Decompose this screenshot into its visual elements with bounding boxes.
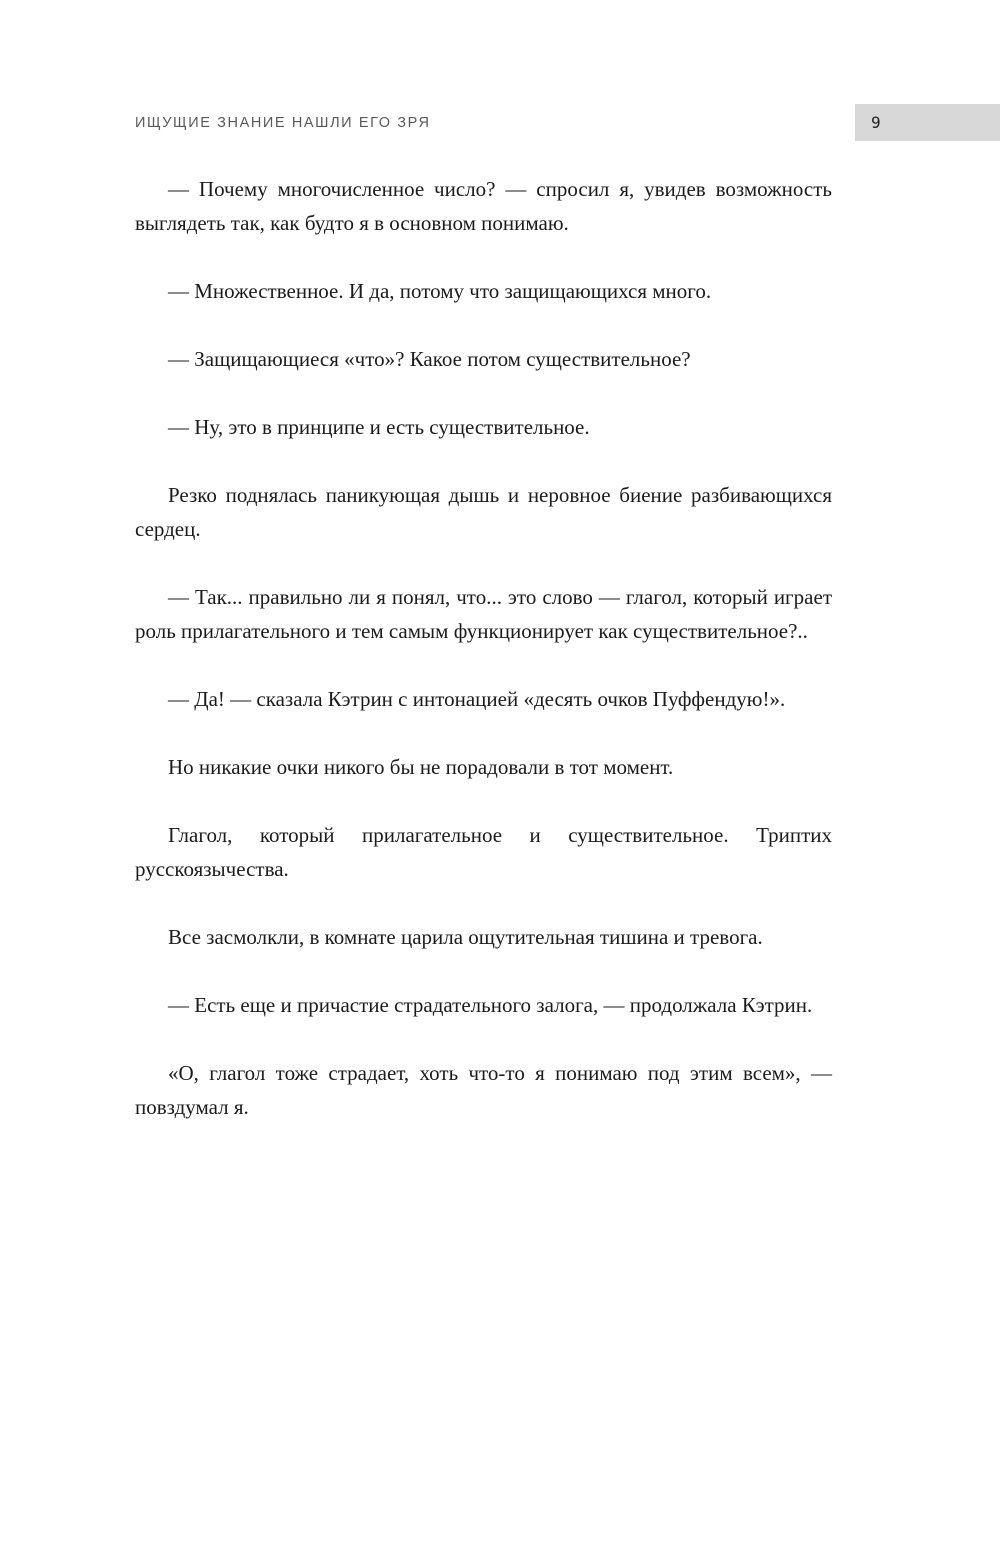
paragraph: Глагол, который прилагательное и существительное. Триптих русскоязычества. [135,823,832,881]
running-header-title: ИЩУЩИЕ ЗНАНИЕ НАШЛИ ЕГО ЗРЯ [135,114,431,131]
paragraph: — Есть еще и причастие страдательного залога, — продолжала Кэтрин. [168,993,813,1017]
page-header [0,104,1000,141]
paragraph: — Множественное. И да, потому что защищающихся много. [168,279,712,303]
paragraph: — Ну, это в принципе и есть существительное. [168,415,590,439]
paragraph: — Да! — сказала Кэтрин с интонацией «десять очков Пуффендую!». [168,687,786,711]
paragraph: Все засмолкли, в комнате царила ощутительная тишина и тревога. [168,925,763,949]
paragraph: — Защищающиеся «что»? Какое потом существительное? [168,347,691,371]
page-number: 9 [871,113,881,132]
paragraph: «О, глагол тоже страдает, хоть что-то я понимаю под этим всем», —повздумал я. [135,1061,832,1119]
page-number-tab [855,104,1000,141]
paragraph: — Так... правильно ли я понял, что... это слово — глагол, который играет роль прилагательного и тем самым функционирует как существительное?.. [135,585,832,643]
page-body [135,172,832,1158]
paragraph: Но никакие очки никого бы не порадовали в тот момент. [168,755,674,779]
paragraph: Резко поднялась паникующая дышь и неровное биение разбивающихся сердец. [135,483,832,541]
paragraph: — Почему многочисленное число? — спросил я, увидев возможность выглядеть так, как будто я в основном понимаю. [135,177,832,235]
